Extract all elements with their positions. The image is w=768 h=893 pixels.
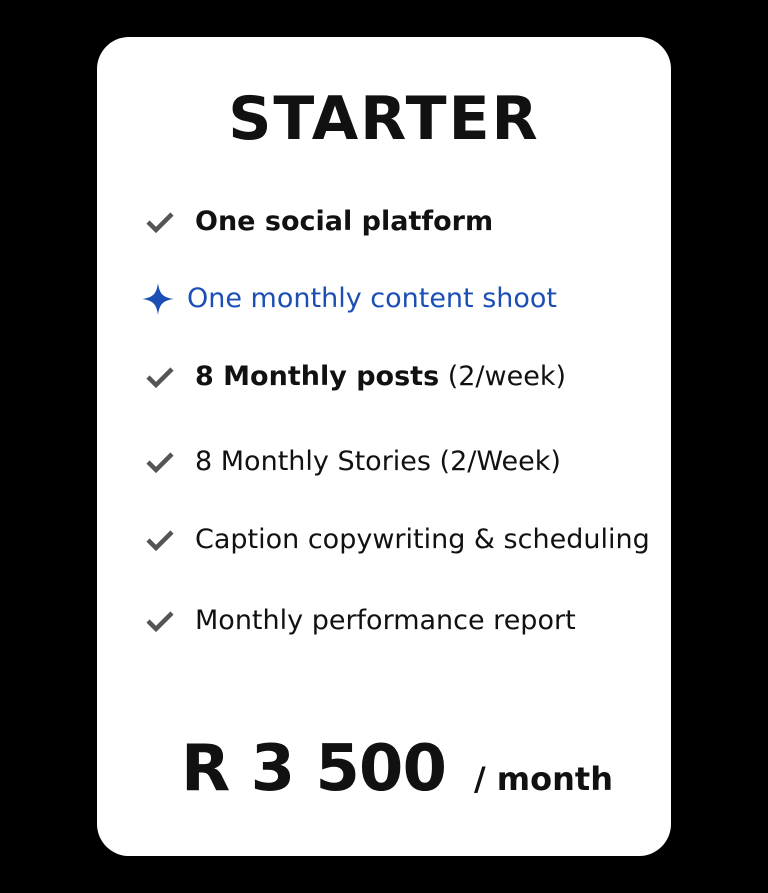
feature-item [145, 445, 561, 479]
sparkle-icon [141, 282, 175, 316]
check-icon [145, 365, 175, 389]
check-icon [145, 450, 175, 474]
check-icon [145, 528, 175, 552]
feature-item [145, 523, 650, 557]
feature-item [145, 604, 576, 638]
feature-text: One monthly content shoot [187, 283, 558, 314]
feature-text [195, 205, 493, 239]
feature-bold-text: 8 Monthly posts [195, 361, 440, 392]
feature-item [141, 282, 557, 316]
check-icon [145, 210, 175, 234]
feature-text: Caption copywriting & scheduling [195, 524, 650, 555]
check-icon [145, 609, 175, 633]
plan-title: STARTER [228, 84, 540, 154]
feature-bold-text: One social platform [195, 206, 494, 237]
price-row [181, 732, 613, 806]
price-amount: R 3 500 [181, 732, 446, 806]
feature-item [145, 360, 566, 394]
feature-text [195, 360, 566, 394]
feature-text: Monthly performance report [195, 605, 576, 636]
feature-text: 8 Monthly Stories (2/Week) [195, 446, 561, 477]
pricing-card [97, 37, 671, 856]
feature-item [145, 205, 493, 239]
price-period: / month [473, 760, 613, 798]
feature-normal-text: (2/week) [439, 361, 567, 392]
